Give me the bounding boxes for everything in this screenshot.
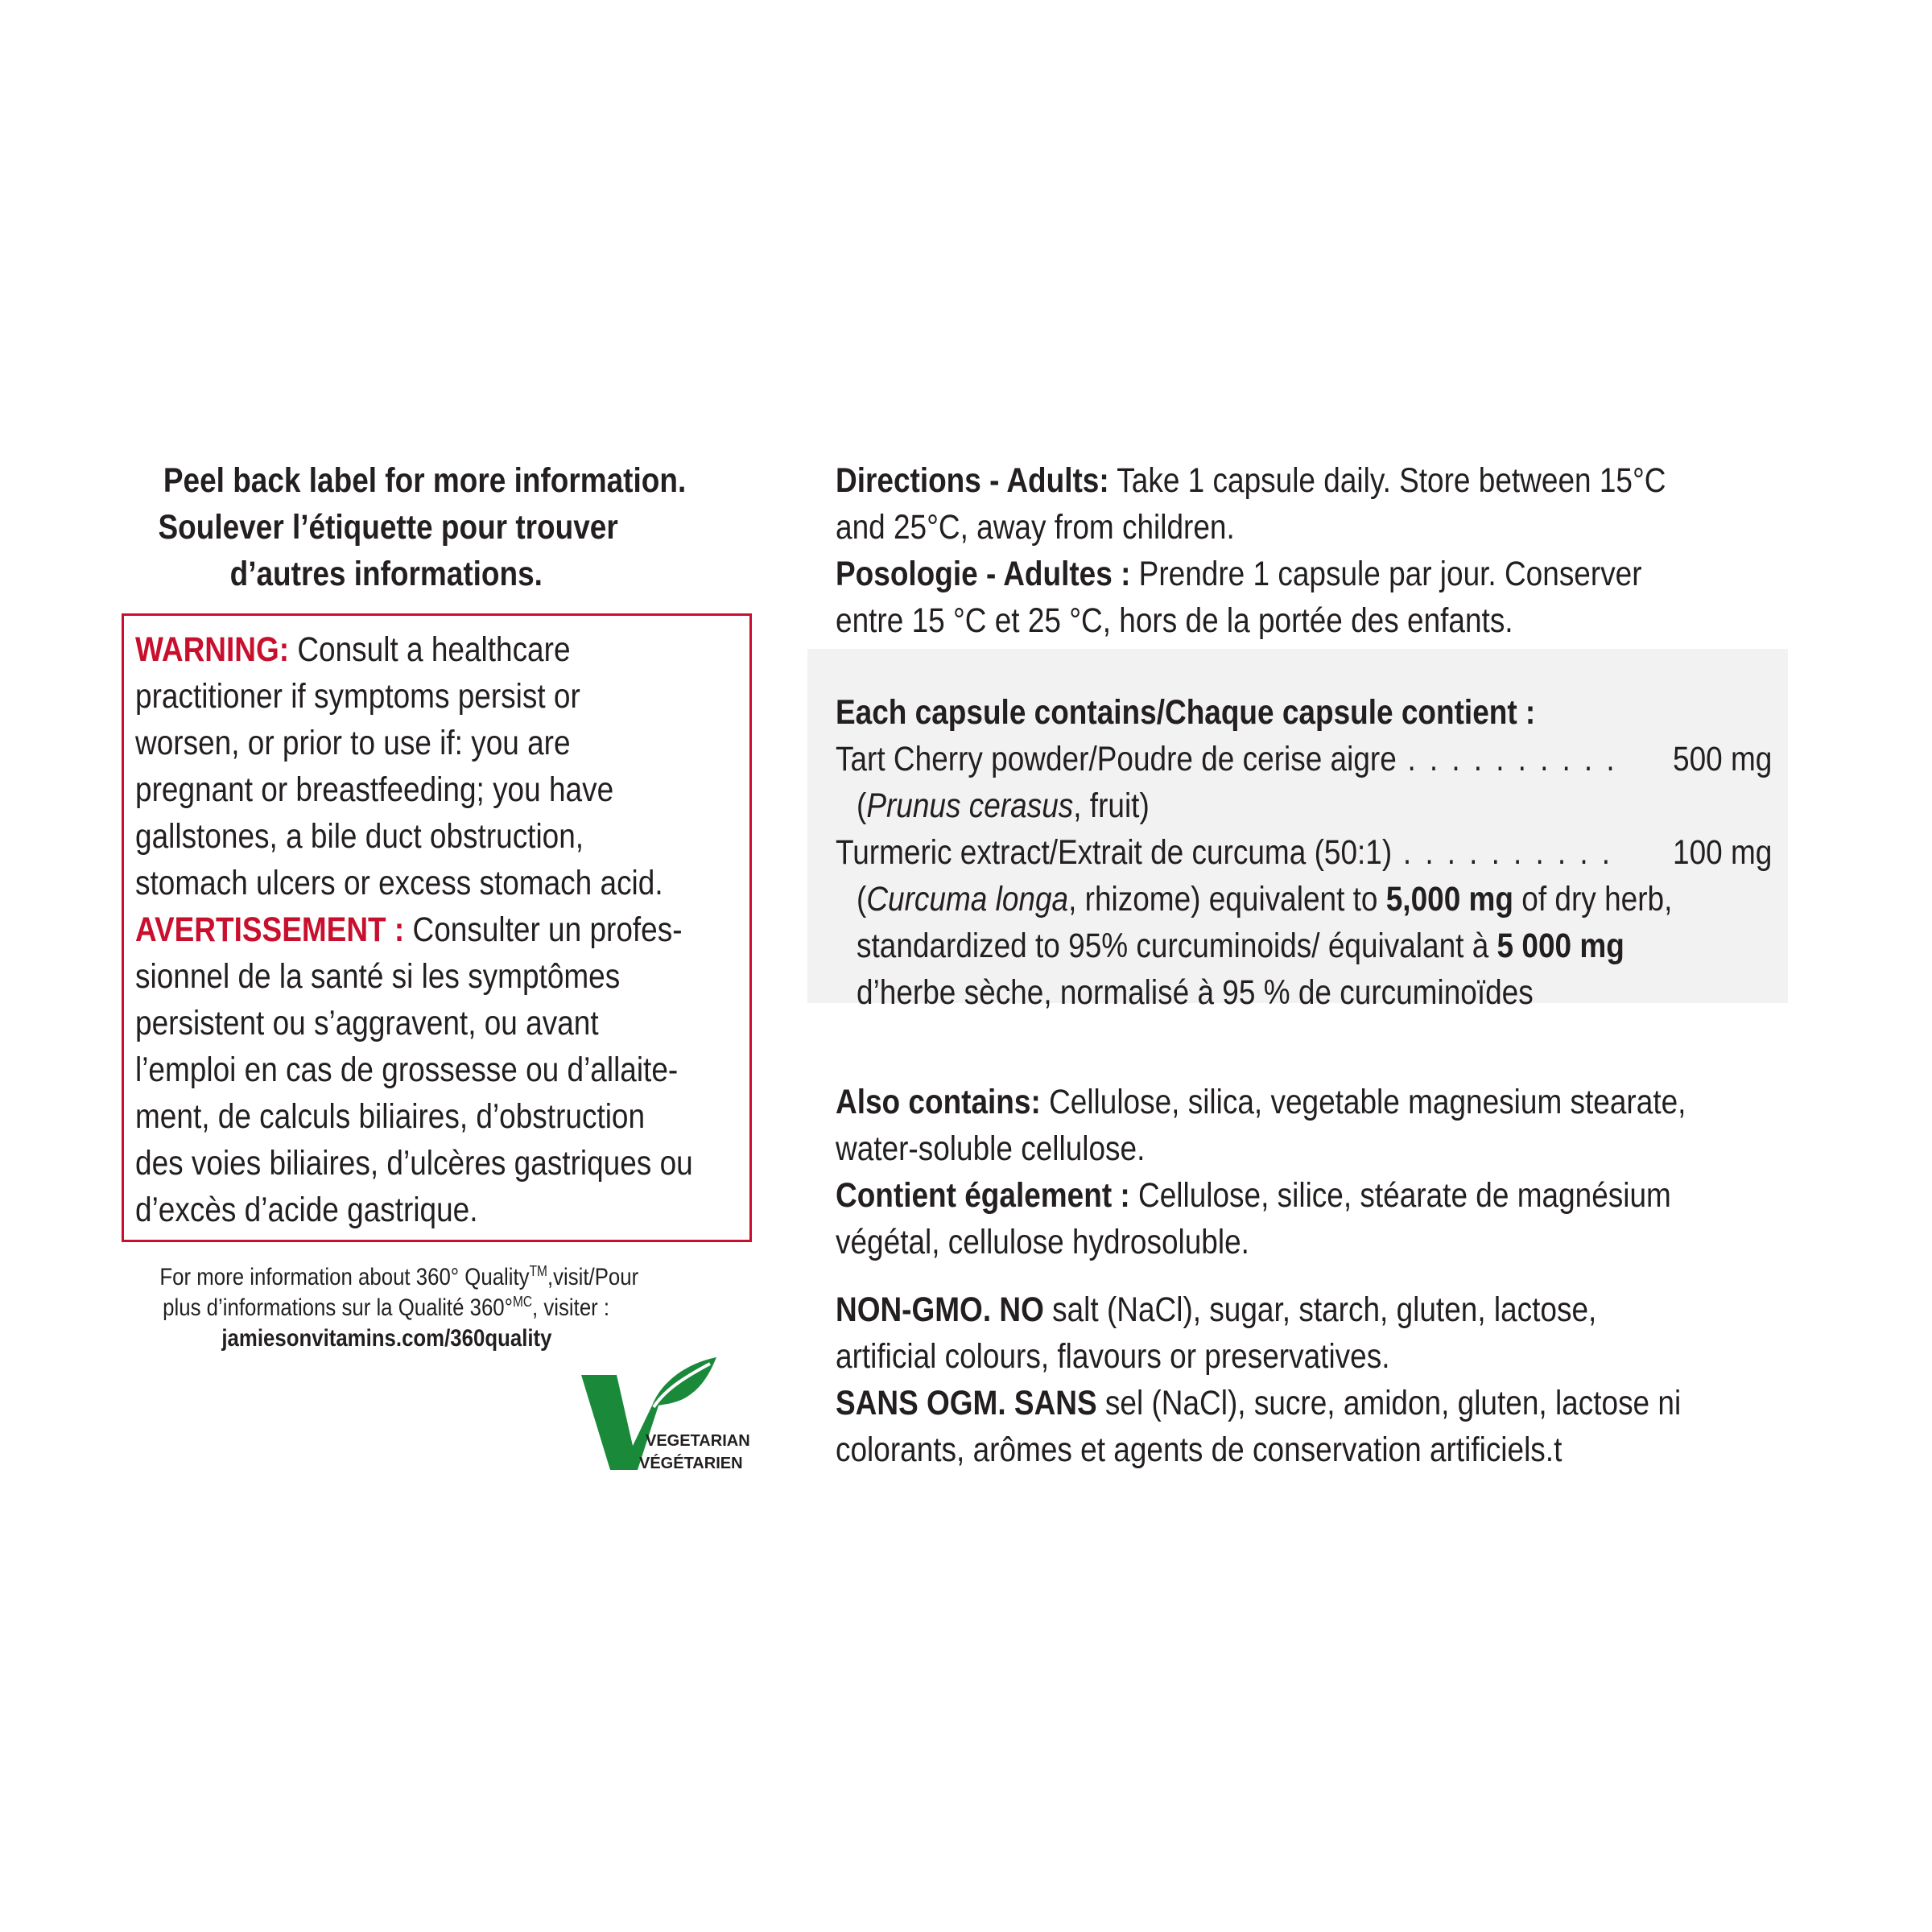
tm-mark: TM [529, 1263, 547, 1279]
also-contains-text: water-soluble cellulose. [836, 1129, 1146, 1168]
capsule-contents: Each capsule contains/Chaque capsule contient : Tart Cherry powder/Poudre de cerise aigre . . . . . . . . . . 500 mg (Prunus cerasus, fruit) Turmeric extract/Extrait de curcuma (50:1) . . . . . . . . . . 100 mg (Curcuma longa, rhizome) equivalent to 5,000 mg of dry herb, standardized to 95% curcuminoids/ équivalant à 5 000 mg d’herbe sèche, normalisé à 95 % de curcuminoïdes [836, 689, 1802, 1016]
sans-text: sel (NaCl), sucre, amidon, gluten, lactose ni [1096, 1384, 1682, 1422]
peel-back-notice [121, 457, 687, 597]
also-contains-label: Also contains: [836, 1083, 1041, 1121]
posologie-text: Prendre 1 capsule par jour. Conserver [1130, 555, 1642, 593]
ingredient-detail: of dry herb, [1513, 880, 1673, 919]
latin-name: Prunus cerasus [866, 786, 1074, 825]
peel-line-2: Soulever l’étiquette pour trouver [158, 508, 618, 547]
more-info-line-2-end: , visiter : [532, 1294, 610, 1321]
ingredient-name: Tart Cherry powder/Poudre de cerise aigre [836, 740, 1397, 778]
warning-line: worsen, or prior to use if: you are [135, 724, 571, 762]
ingredient-row [836, 736, 1802, 782]
directions-section [836, 457, 1802, 644]
more-info-line-1: For more information about 360° Quality [159, 1264, 530, 1290]
mc-mark: MC [513, 1294, 533, 1310]
directions-text: and 25°C, away from children. [836, 508, 1235, 547]
warning-line: gallstones, a bile duct obstruction, [135, 817, 584, 856]
non-gmo-label: NON-GMO. NO [836, 1290, 1044, 1329]
also-contains-section [836, 1079, 1802, 1265]
quality-url: jamiesonvitamins.com/360quality [221, 1325, 552, 1352]
posologie-text: entre 15 °C et 25 °C, hors de la portée des enfants. [836, 601, 1513, 640]
contient-text: Cellulose, silice, stéarate de magnésium [1129, 1176, 1671, 1215]
avertissement-line: Consulter un profes- [404, 910, 683, 949]
directions-label: Directions - Adults: [836, 461, 1109, 500]
warning-label: WARNING: [135, 630, 290, 669]
more-info-text [121, 1262, 652, 1354]
ingredient-row [836, 829, 1802, 876]
free-from-section [836, 1286, 1802, 1473]
directions-text: Take 1 capsule daily. Store between 15°C [1108, 461, 1666, 500]
posologie-label: Posologie - Adultes : [836, 555, 1131, 593]
latin-name: Curcuma longa [866, 880, 1069, 919]
leader-dots: . . . . . . . . . . [1392, 833, 1613, 872]
also-contains-text: Cellulose, silica, vegetable magnesium stearate, [1040, 1083, 1686, 1121]
contient-text: végétal, cellulose hydrosoluble. [836, 1223, 1249, 1261]
peel-line-3: d’autres informations. [229, 555, 543, 593]
contient-label: Contient également : [836, 1176, 1130, 1215]
free-from-text: salt (NaCl), sugar, starch, gluten, lactose, [1043, 1290, 1597, 1329]
sans-ogm-label: SANS OGM. SANS [836, 1384, 1097, 1422]
warning-text [135, 626, 747, 1233]
leader-dots: . . . . . . . . . . [1396, 740, 1618, 778]
avertissement-line: persistent ou s’aggravent, ou avant [135, 1004, 599, 1042]
peel-line-1: Peel back label for more information. [163, 461, 687, 500]
ingredient-detail: standardized to 95% curcuminoids/ équivalant à [857, 927, 1497, 965]
warning-line: pregnant or breastfeeding; you have [135, 770, 614, 809]
product-info [836, 457, 1802, 1473]
more-info-line-2: plus d’informations sur la Qualité 360° [163, 1294, 514, 1321]
ingredient-amount: 100 mg [1673, 833, 1773, 872]
ingredient-name: Turmeric extract/Extrait de curcuma (50:1) [836, 833, 1393, 872]
ingredient-amount: 500 mg [1673, 740, 1773, 778]
warning-line: Consult a healthcare [289, 630, 571, 669]
capsule-heading: Each capsule contains/Chaque capsule contient : [836, 693, 1536, 732]
avertissement-line: l’emploi en cas de grossesse ou d’allaite- [135, 1051, 679, 1089]
avertissement-line: d’excès d’acide gastrique. [135, 1191, 478, 1229]
ingredient-detail: , rhizome) equivalent to [1068, 880, 1386, 919]
equivalent-amount: 5 000 mg [1496, 927, 1624, 965]
v-leaf-icon [581, 1357, 716, 1470]
sans-text: colorants, arômes et agents de conservation artificiels.t [836, 1430, 1563, 1469]
avertissement-line: des voies biliaires, d’ulcères gastriques ou [135, 1144, 693, 1183]
warning-line: stomach ulcers or excess stomach acid. [135, 864, 663, 902]
vegetarian-label: VEGETARIAN [646, 1432, 750, 1450]
more-info-line-1-end: ,visit/Pour [547, 1264, 639, 1290]
ingredient-detail: d’herbe sèche, normalisé à 95 % de curcuminoïdes [857, 973, 1534, 1012]
plant-part: , fruit) [1073, 786, 1150, 825]
vegetarian-logo [581, 1357, 766, 1494]
equivalent-amount: 5,000 mg [1385, 880, 1514, 919]
avertissement-line: ment, de calculs biliaires, d’obstruction [135, 1097, 646, 1136]
vegetarien-label: VÉGÉTARIEN [639, 1455, 743, 1472]
avertissement-label: AVERTISSEMENT : [135, 910, 405, 949]
warning-line: practitioner if symptoms persist or [135, 677, 580, 716]
free-from-text: artificial colours, flavours or preservatives. [836, 1337, 1390, 1376]
avertissement-line: sionnel de la santé si les symptômes [135, 957, 621, 996]
